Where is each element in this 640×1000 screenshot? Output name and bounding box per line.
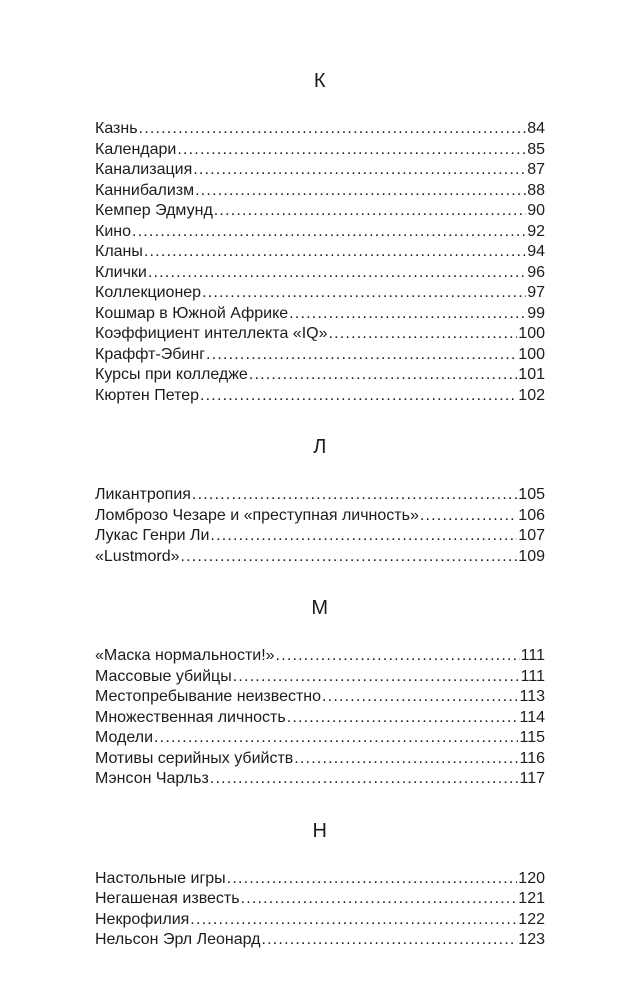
entry-page-number: 120 <box>518 869 545 887</box>
toc-entry <box>95 526 545 547</box>
dot-leader <box>144 242 526 263</box>
entry-title: Некрофилия <box>95 910 190 928</box>
toc-entry <box>95 869 545 890</box>
dot-leader <box>139 119 527 140</box>
dot-leader <box>322 687 518 708</box>
toc-sections <box>95 70 545 951</box>
entry-title: Мотивы серийных убийств <box>95 749 294 767</box>
entry-page-number: 99 <box>527 304 545 322</box>
toc-entry <box>95 506 545 527</box>
toc-entry <box>95 324 545 345</box>
toc-entry <box>95 283 545 304</box>
dot-leader <box>177 140 526 161</box>
toc-entry <box>95 485 545 506</box>
entry-title: Казнь <box>95 120 138 137</box>
entry-title: Кошмар в Южной Африке <box>95 304 289 322</box>
entry-page-number: 111 <box>520 647 545 664</box>
entry-title: «Lustmord» <box>95 547 180 565</box>
toc-entry <box>95 667 545 688</box>
toc-entry <box>95 345 545 366</box>
dot-leader <box>276 646 520 667</box>
entry-title: Лукас Генри Ли <box>95 527 210 544</box>
entry-page-number: 107 <box>518 527 545 544</box>
toc-section <box>95 820 545 951</box>
toc-entry <box>95 728 545 749</box>
entry-page-number: 101 <box>518 366 545 383</box>
toc-entry <box>95 119 545 140</box>
dot-leader <box>210 769 519 790</box>
toc-entry <box>95 181 545 202</box>
entry-title: Курсы при колледже <box>95 366 248 383</box>
dot-leader <box>294 749 518 770</box>
toc-entry <box>95 889 545 910</box>
entry-page-number: 121 <box>518 890 545 907</box>
dot-leader <box>181 547 518 568</box>
dot-leader <box>195 181 526 202</box>
entry-page-number: 87 <box>527 161 545 178</box>
dot-leader <box>328 324 517 345</box>
entry-page-number: 111 <box>520 667 545 685</box>
entry-title: Настольные игры <box>95 869 226 887</box>
dot-leader <box>154 728 518 749</box>
entry-page-number: 100 <box>518 345 545 363</box>
dot-leader <box>287 708 519 729</box>
dot-leader <box>192 485 517 506</box>
entry-title: Краффт-Эбинг <box>95 345 206 363</box>
section-letter-heading: К <box>313 70 327 92</box>
toc-section <box>95 597 545 790</box>
toc-entry <box>95 547 545 568</box>
dot-leader <box>193 160 526 181</box>
entry-title: Ликантропия <box>95 486 191 503</box>
entry-page-number: 123 <box>518 931 545 948</box>
entry-page-number: 109 <box>518 547 545 565</box>
dot-leader <box>200 386 517 407</box>
entry-title: «Маска нормальности!» <box>95 647 275 664</box>
entry-title: Нельсон Эрл Леонард <box>95 931 261 948</box>
entry-page-number: 96 <box>527 263 545 281</box>
dot-leader <box>249 365 517 386</box>
entry-page-number: 84 <box>527 120 545 137</box>
toc-entry <box>95 646 545 667</box>
toc-section <box>95 70 545 406</box>
entry-page-number: 102 <box>518 386 545 404</box>
entry-title: Мэнсон Чарльз <box>95 770 209 787</box>
toc-entry <box>95 769 545 790</box>
entry-title: Множественная личность <box>95 708 286 726</box>
toc-section <box>95 436 545 567</box>
entry-page-number: 105 <box>518 486 545 503</box>
toc-entry <box>95 708 545 729</box>
toc-entry <box>95 263 545 284</box>
entry-title: Массовые убийцы <box>95 667 232 685</box>
entry-title: Кино <box>95 222 131 240</box>
toc-entry <box>95 201 545 222</box>
entry-page-number: 100 <box>518 325 545 342</box>
toc-entry <box>95 304 545 325</box>
dot-leader <box>241 889 518 910</box>
entry-page-number: 106 <box>518 506 545 524</box>
entry-title: Коэффициент интеллекта «IQ» <box>95 325 328 342</box>
toc-entry <box>95 687 545 708</box>
entry-page-number: 94 <box>527 243 545 260</box>
entry-title: Кланы <box>95 243 143 260</box>
dot-leader <box>261 930 517 951</box>
dot-leader <box>148 263 526 284</box>
toc-entry <box>95 365 545 386</box>
dot-leader <box>202 283 526 304</box>
toc-entry <box>95 160 545 181</box>
dot-leader <box>227 869 518 890</box>
dot-leader <box>289 304 526 325</box>
section-letter-heading: Л <box>313 436 327 458</box>
dot-leader <box>190 910 517 931</box>
entry-title: Кюртен Петер <box>95 386 200 404</box>
entry-title: Негашеная известь <box>95 890 240 907</box>
entry-page-number: 117 <box>519 770 545 787</box>
entry-title: Календари <box>95 140 177 158</box>
entry-title: Коллекционер <box>95 284 202 301</box>
entry-title: Ломброзо Чезаре и «преступная личность» <box>95 506 419 524</box>
entry-page-number: 122 <box>518 910 545 928</box>
entry-page-number: 116 <box>519 749 545 767</box>
toc-entry <box>95 749 545 770</box>
dot-leader <box>206 345 517 366</box>
dot-leader <box>214 201 526 222</box>
entry-title: Клички <box>95 263 147 281</box>
entry-title: Модели <box>95 729 154 746</box>
toc-entry <box>95 386 545 407</box>
entry-page-number: 88 <box>527 181 545 199</box>
toc-entry <box>95 930 545 951</box>
entry-page-number: 97 <box>527 284 545 301</box>
entry-title: Кемпер Эдмунд <box>95 202 213 219</box>
toc-entry <box>95 910 545 931</box>
toc-entry <box>95 242 545 263</box>
dot-leader <box>233 667 520 688</box>
entry-page-number: 114 <box>519 708 545 726</box>
section-letter-heading: Н <box>312 819 328 842</box>
entry-title: Каннибализм <box>95 181 195 199</box>
entry-title: Канализация <box>95 161 193 178</box>
toc-entry <box>95 222 545 243</box>
entry-page-number: 85 <box>527 140 545 158</box>
entry-page-number: 115 <box>519 729 545 746</box>
entry-page-number: 113 <box>519 688 545 705</box>
entry-title: Местопребывание неизвестно <box>95 688 322 705</box>
dot-leader <box>210 526 517 547</box>
dot-leader <box>420 506 517 527</box>
dot-leader <box>132 222 526 243</box>
section-letter-heading: М <box>311 597 329 619</box>
entry-page-number: 92 <box>527 222 545 240</box>
entry-page-number: 90 <box>527 202 545 219</box>
toc-entry <box>95 140 545 161</box>
